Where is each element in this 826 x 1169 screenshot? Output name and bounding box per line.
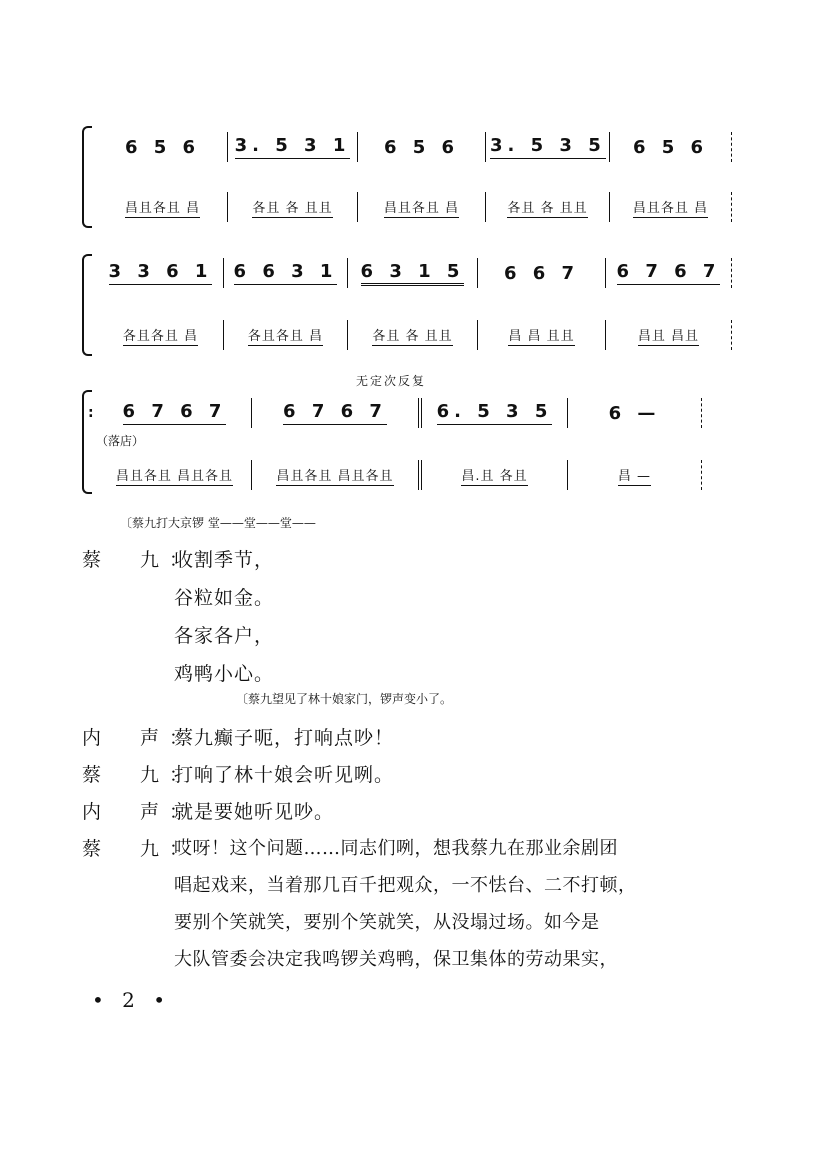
dialogue-line: 蔡九癫子呃，打响点吵！ xyxy=(174,727,395,749)
percussion-row xyxy=(98,320,732,350)
measure xyxy=(358,132,486,162)
melody-notes: 3. 5 3 5 xyxy=(490,135,606,159)
measure xyxy=(478,258,606,288)
percussion-syllables: 昌 昌 且且 xyxy=(508,325,574,346)
page-number: • 2 • xyxy=(92,988,172,1012)
melody-notes: 6 7 6 7 xyxy=(123,401,227,425)
repeat-start-sign: : xyxy=(88,405,94,421)
dialogue-line: 唱起戏来，当着那几百千把观众，一不怯台、二不打顿， xyxy=(174,875,637,896)
percussion-syllables: 昌且各且 昌 xyxy=(633,197,708,218)
speaker-label: 蔡 九： xyxy=(82,764,199,786)
repeat-instruction: 无定次反复 xyxy=(356,374,427,388)
score-system-2 xyxy=(82,254,732,354)
measure xyxy=(252,460,422,490)
melody-notes: 6 3 1 5 xyxy=(361,261,465,286)
measure xyxy=(348,320,478,350)
speaker-label: 内 声： xyxy=(82,801,199,823)
measure xyxy=(422,398,568,428)
dialogue-line: 大队管委会决定我鸣锣关鸡鸭，保卫集体的劳动果实， xyxy=(174,949,618,970)
percussion-syllables: 各且各且 昌 xyxy=(248,325,323,346)
dialogue-line: 鸡鸭小心。 xyxy=(174,663,275,685)
melody-notes: 6. 5 3 5 xyxy=(437,401,553,425)
measure xyxy=(228,132,358,162)
melody-row xyxy=(98,258,732,288)
measure xyxy=(228,192,358,222)
percussion-syllables: 昌且各且 昌 xyxy=(125,197,200,218)
measure xyxy=(610,132,732,162)
melody-notes: 6 7 6 7 xyxy=(283,401,387,425)
percussion-syllables: 昌.且 各且 xyxy=(461,465,527,486)
percussion-row xyxy=(98,460,732,490)
percussion-syllables: 各且 各 且且 xyxy=(252,197,332,218)
melody-notes: 6 5 6 xyxy=(124,136,201,158)
measure xyxy=(568,398,702,428)
dialogue-line: 谷粒如金。 xyxy=(174,587,275,609)
measure xyxy=(98,132,228,162)
melody-notes: 6 6 3 1 xyxy=(234,261,338,285)
system-brace xyxy=(82,126,92,228)
melody-notes: 6 7 6 7 xyxy=(617,261,721,285)
dialogue-line: 收割季节， xyxy=(174,549,275,571)
measure xyxy=(348,258,478,288)
melody-notes: 3. 5 3 1 xyxy=(235,135,351,159)
percussion-syllables: 昌 — xyxy=(618,465,651,486)
melody-notes: 6 — xyxy=(608,402,661,424)
melody-row xyxy=(88,398,732,428)
melody-notes: 3 3 6 1 xyxy=(109,261,213,285)
measure xyxy=(610,192,732,222)
measure xyxy=(606,320,732,350)
percussion-syllables: 各且 各 且且 xyxy=(507,197,587,218)
dialogue-line: 就是要她听见吵。 xyxy=(174,801,335,823)
percussion-syllables: 昌且各且 昌且各且 xyxy=(276,465,393,486)
stage-direction: 〔蔡九望见了林十娘家门，锣声变小了。 xyxy=(236,692,453,706)
melody-notes: 6 5 6 xyxy=(632,136,709,158)
percussion-syllables: 各且各且 昌 xyxy=(123,325,198,346)
speaker-label: 内 声： xyxy=(82,727,199,749)
stage-direction: 〔蔡九打大京锣 堂——堂——堂—— xyxy=(120,516,316,530)
dialogue-line: 要别个笑就笑，要别个笑就笑，从没塌过场。如今是 xyxy=(174,912,600,933)
melody-row xyxy=(98,132,732,162)
score-system-1 xyxy=(82,122,732,228)
dialogue-line: 哎呀！这个问题……同志们咧，想我蔡九在那业余剧团 xyxy=(174,838,618,859)
measure xyxy=(486,192,610,222)
system-brace xyxy=(82,254,92,356)
performance-marking: （落店） xyxy=(96,434,145,448)
measure xyxy=(98,320,224,350)
measure xyxy=(98,258,224,288)
percussion-syllables: 昌且各且 昌且各且 xyxy=(116,465,233,486)
measure xyxy=(568,460,702,490)
speaker-label: 蔡 九： xyxy=(82,838,199,860)
measure xyxy=(98,192,228,222)
percussion-syllables: 昌且 昌且 xyxy=(638,325,699,346)
measure xyxy=(422,460,568,490)
score-system-3 xyxy=(82,390,732,494)
melody-notes: 6 5 6 xyxy=(383,136,460,158)
measure xyxy=(358,192,486,222)
speaker-label: 蔡 九： xyxy=(82,549,199,571)
measure xyxy=(224,258,348,288)
measure xyxy=(98,460,252,490)
percussion-row xyxy=(98,192,732,222)
dialogue-line: 各家各户， xyxy=(174,625,275,647)
measure xyxy=(606,258,732,288)
melody-notes: 6 6 7 xyxy=(503,262,580,284)
measure xyxy=(252,398,422,428)
dialogue-line: 打响了林十娘会听见咧。 xyxy=(174,764,395,786)
measure xyxy=(98,398,252,428)
measure xyxy=(224,320,348,350)
percussion-syllables: 各且 各 且且 xyxy=(372,325,452,346)
measure xyxy=(486,132,610,162)
percussion-syllables: 昌且各且 昌 xyxy=(384,197,459,218)
measure xyxy=(478,320,606,350)
